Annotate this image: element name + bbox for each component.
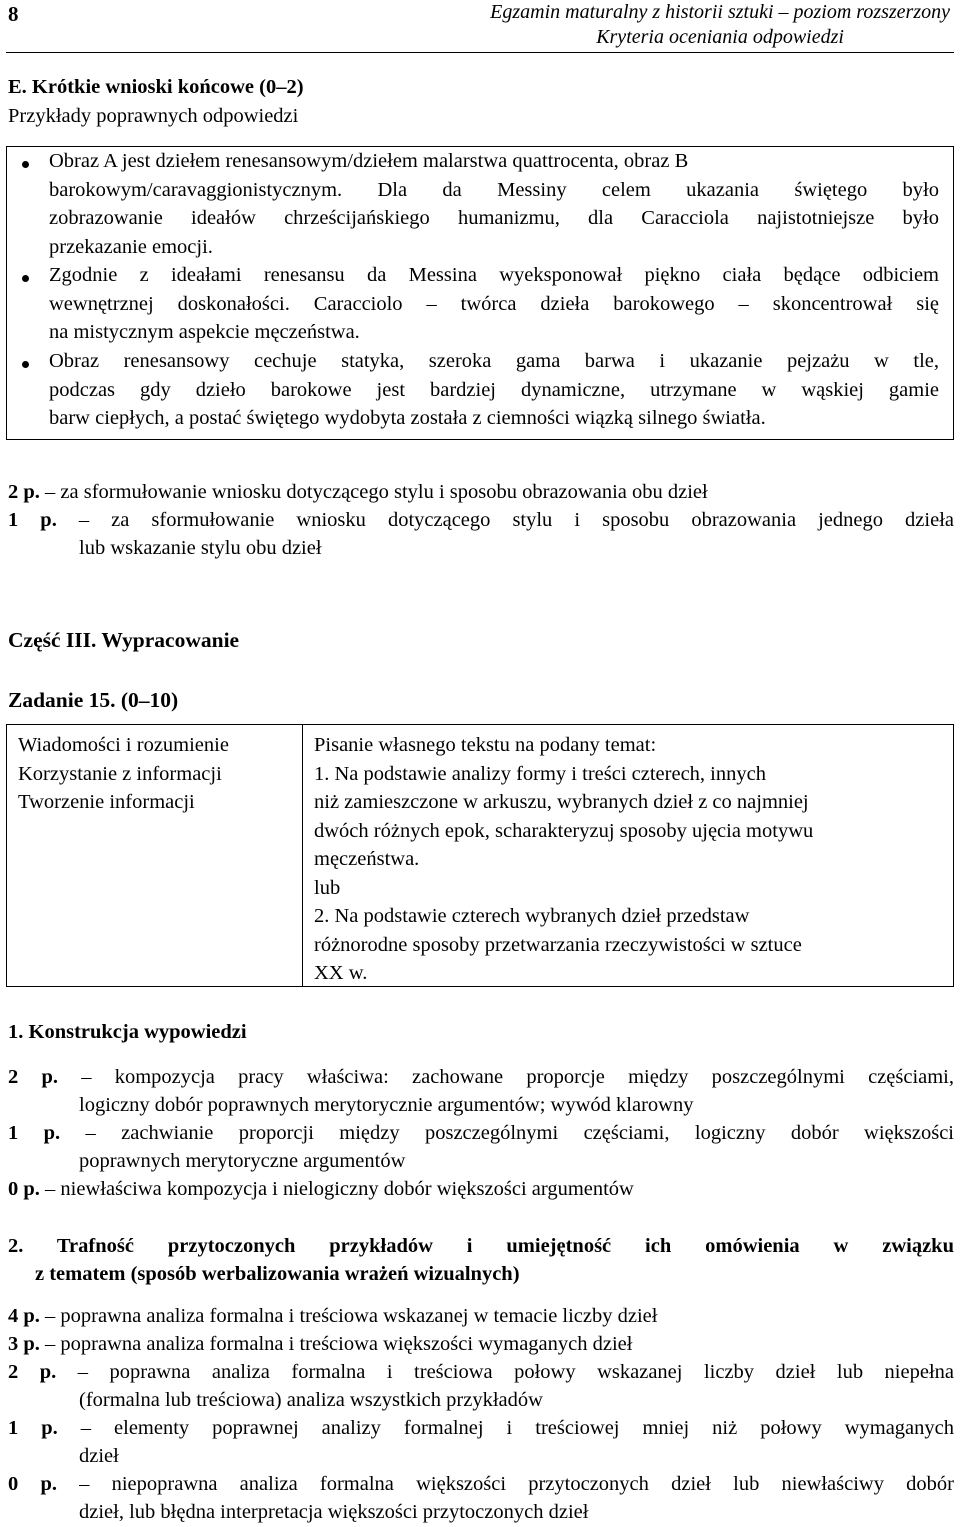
criteria-2-title: 2. Trafność przytoczonych przykładów i umiejętność ich omówienia w związku — [8, 1235, 954, 1257]
criteria-row: 0 p. – niepoprawna analiza formalna większości przytoczonych dzieł lub niewłaściwy dobór — [8, 1473, 954, 1495]
header-rule — [6, 52, 954, 53]
score-row: 1 p. – za sformułowanie wniosku dotyczącego stylu i sposobu obrazowania jednego dzieła — [8, 509, 954, 531]
criteria-row-continuation: dzieł — [79, 1445, 119, 1467]
criteria-row-continuation: (formalna lub treściowa) analiza wszystkich przykładów — [79, 1389, 543, 1411]
score-row: 2 p. – za sformułowanie wniosku dotyczącego stylu i sposobu obrazowania obu dzieł — [8, 481, 708, 503]
table-divider — [302, 725, 303, 986]
header-line-2: Kryteria oceniania odpowiedzi — [596, 26, 844, 48]
answer-examples-box — [6, 146, 954, 440]
section-e-subtitle: Przykłady poprawnych odpowiedzi — [8, 105, 299, 127]
criteria-row-continuation: poprawnych merytoryczne argumentów — [79, 1150, 406, 1172]
criteria-1-title: 1. Konstrukcja wypowiedzi — [8, 1021, 247, 1043]
page-number: 8 — [8, 2, 19, 26]
task-title: Zadanie 15. (0–10) — [8, 688, 179, 712]
score-row-continuation: lub wskazanie stylu obu dzieł — [79, 537, 322, 559]
criteria-2-title-continuation: z tematem (sposób werbalizowania wrażeń wizualnych) — [35, 1263, 520, 1285]
skills-cell: Wiadomości i rozumienie Korzystanie z informacji Tworzenie informacji — [18, 734, 229, 813]
criteria-row: 4 p. – poprawna analiza formalna i treściowa wskazanej w temacie liczby dzieł — [8, 1305, 658, 1327]
bullet-dot — [22, 161, 29, 168]
bullet-dot — [22, 275, 29, 282]
part-title: Część III. Wypracowanie — [8, 628, 240, 652]
criteria-row-continuation: dzieł, lub błędna interpretacja większości przytoczonych dzieł — [79, 1501, 589, 1523]
criteria-row: 0 p. – niewłaściwa kompozycja i nielogiczny dobór większości argumentów — [8, 1178, 634, 1200]
criteria-row: 1 p. – zachwianie proporcji między poszczególnymi częściami, logiczny dobór większości — [8, 1122, 955, 1144]
running-header — [490, 0, 950, 50]
bullet-dot — [22, 361, 29, 368]
task-table — [6, 724, 954, 987]
answer-bullet-1: Obraz A jest dziełem renesansowym/dziełem malarstwa quattrocenta, obraz B barokowym/caravaggionistycznym. Dla da Messiny celem ukazania świętego było zobrazowanie ideałów chrześcijańskiego humanizmu, dla Caracciola najistotniejsze było przekazanie emocji. — [49, 150, 939, 258]
criteria-row: 2 p. – poprawna analiza formalna i treściowa połowy wskazanej liczby dzieł lub niepełna — [8, 1361, 954, 1383]
criteria-row-continuation: logiczny dobór poprawnych merytorycznie argumentów; wywód klarowny — [79, 1094, 694, 1116]
header-line-1: Egzamin maturalny z historii sztuki – poziom rozszerzony — [490, 1, 950, 23]
answer-bullet-3: Obraz renesansowy cechuje statyka, szeroka gama barwa i ukazanie pejzażu w tle, podczas gdy dzieło barokowe jest bardziej dynamiczne, utrzymane w wąskiej gamie barw ciepłych, a postać świętego wydobyta została z ciemności wiązką silnego światła. — [49, 350, 939, 429]
criteria-row: 3 p. – poprawna analiza formalna i treściowa większości wymaganych dzieł — [8, 1333, 633, 1355]
criteria-row: 1 p. – elementy poprawnej analizy formalnej i treściowej mniej niż połowy wymaganych — [8, 1417, 955, 1439]
answer-bullet-2: Zgodnie z ideałami renesansu da Messina wyeksponował piękno ciała będące odbiciem wewnętrznej doskonałości. Caracciolo – twórca dzieła barokowego – skoncentrował się na mistycznym aspekcie męczeństwa. — [49, 264, 939, 343]
topic-cell: Pisanie własnego tekstu na podany temat: 1. Na podstawie analizy formy i treści czterech, innych niż zamieszczone w arkuszu, wybranych dzieł z co najmniej dwóch różnych epok, scharakteryzuj sposoby ujęcia motywu męczeństwa. lub 2. Na podstawie czterech wybranych dzieł przedstaw różnorodne sposoby przetwarzania rzeczywistości w sztuce XX w. — [314, 734, 814, 984]
section-e-title: E. Krótkie wnioski końcowe (0–2) — [8, 76, 304, 98]
criteria-row: 2 p. – kompozycja pracy właściwa: zachowane proporcje między poszczególnymi częściami, — [8, 1066, 955, 1088]
